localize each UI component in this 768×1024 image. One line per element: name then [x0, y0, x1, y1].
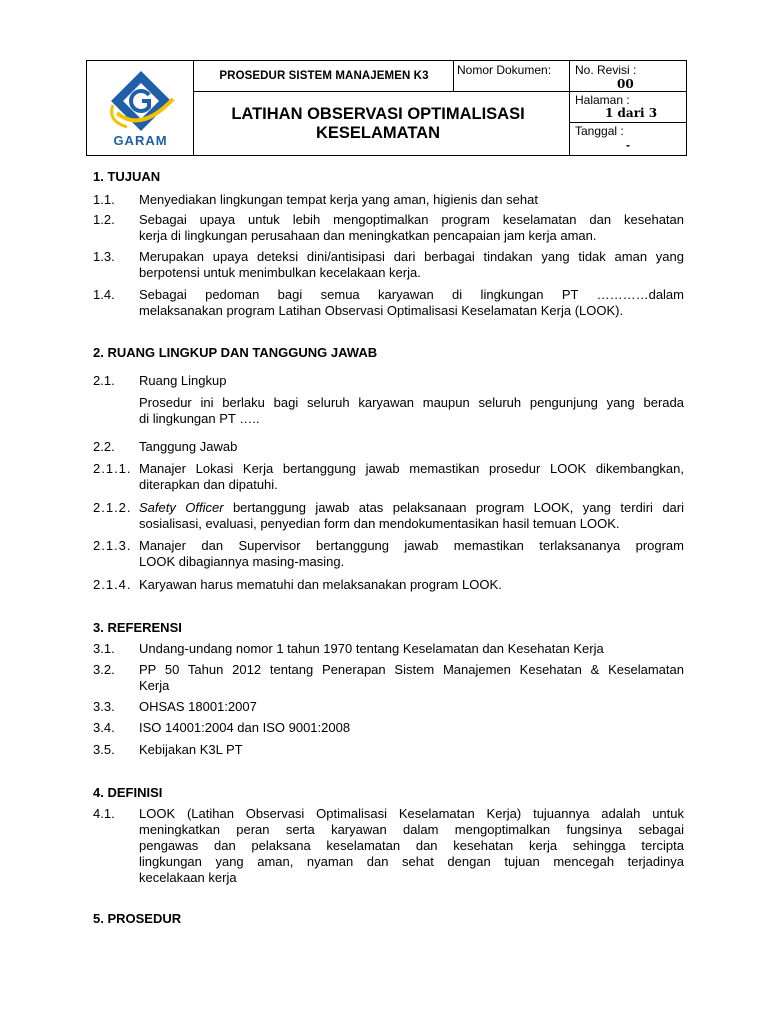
text-line: pengawas dan pelaksana keselamatan dan kesehatan kerja sehingga tercipta	[139, 838, 684, 853]
text-line: Prosedur ini berlaku bagi seluruh karyawan maupun seluruh pengunjung yang berada	[139, 395, 684, 410]
item-number: 2.2.	[93, 439, 115, 454]
section-heading: 5. PROSEDUR	[93, 911, 182, 926]
date-label: Tanggal :	[575, 124, 624, 138]
item-text	[139, 662, 684, 694]
text-line: Manajer Lokasi Kerja bertanggung jawab memastikan prosedur LOOK dikembangkan,	[139, 461, 684, 476]
item-number: 3.5.	[93, 742, 115, 757]
document-title	[195, 92, 561, 155]
item-text: Undang-undang nomor 1 tahun 1970 tentang Keselamatan dan Kesehatan Kerja	[139, 641, 604, 656]
item-text	[139, 395, 684, 427]
text-line: kerja di lingkungan perusahaan dan meningkatkan pencapaian jam kerja aman.	[139, 228, 597, 243]
item-number: 2.1.	[93, 373, 115, 388]
item-text: Kebijakan K3L PT	[139, 742, 243, 757]
date-value: -	[626, 138, 630, 152]
section-heading: 3. REFERENSI	[93, 620, 182, 635]
text-line: di lingkungan PT …..	[139, 411, 260, 426]
section-heading: 2. RUANG LINGKUP DAN TANGGUNG JAWAB	[93, 345, 378, 360]
item-number: 4.1.	[93, 806, 115, 821]
title-line: KESELAMATAN	[315, 123, 441, 142]
company-logo	[87, 61, 194, 155]
text-line: sosialisasi, evaluasi, penyedian form dan mendokumentasikan hasil temuan LOOK.	[139, 516, 620, 531]
title-line: LATIHAN OBSERVASI OPTIMALISASI	[231, 104, 525, 123]
item-number: 2.1.4.	[93, 577, 132, 592]
item-number: 2.1.3.	[93, 538, 132, 553]
text-line: lingkungan yang aman, nyaman dan sehat dengan tujuan mencegah terjadinya	[139, 854, 684, 869]
divider	[569, 61, 570, 155]
item-text	[139, 212, 684, 244]
item-text	[139, 538, 684, 570]
item-number: 1.1.	[93, 192, 115, 207]
text-line: LOOK (Latihan Observasi Optimalisasi Keselamatan Kerja) tujuannya adalah untuk	[139, 806, 684, 821]
item-number: 3.4.	[93, 720, 115, 735]
page-value: 1 dari 3	[605, 106, 658, 120]
item-text	[139, 287, 684, 319]
item-text	[139, 500, 684, 532]
item-number: 2.1.1.	[93, 461, 132, 476]
item-text	[139, 461, 684, 493]
item-text: Karyawan harus mematuhi dan melaksanakan program LOOK.	[139, 577, 502, 592]
text-line: melaksanakan program Latihan Observasi Optimalisasi Keselamatan Kerja (LOOK).	[139, 303, 624, 318]
text-line: kecelakaan kerja	[139, 870, 237, 885]
item-text: ISO 14001:2004 dan ISO 9001:2008	[139, 720, 351, 735]
text-line: Manajer dan Supervisor bertanggung jawab memastikan terlaksananya program	[139, 538, 684, 553]
text-line: Kerja	[139, 678, 170, 693]
text-line: PP 50 Tahun 2012 tentang Penerapan Sistem Manajemen Kesehatan & Keselamatan	[139, 662, 684, 677]
revision-label: No. Revisi :	[575, 63, 637, 77]
divider	[569, 122, 686, 123]
section-heading: 4. DEFINISI	[93, 785, 163, 800]
text-line: diterapkan dan dipatuhi.	[139, 477, 278, 492]
item-number: 2.1.2.	[93, 500, 132, 515]
text-line: LOOK dibagiannya masing-masing.	[139, 554, 345, 569]
document-header-table	[86, 60, 687, 156]
text-line: Merupakan upaya deteksi dini/antisipasi dari berbagai tindakan yang tidak aman yang	[139, 249, 684, 264]
section-heading: 1. TUJUAN	[93, 169, 161, 184]
item-number: 3.1.	[93, 641, 115, 656]
item-text: OHSAS 18001:2007	[139, 699, 257, 714]
text-line: meningkatkan peran serta karyawan dalam mengoptimalkan fungsinya sebagai	[139, 822, 684, 837]
item-number: 1.3.	[93, 249, 115, 264]
procedure-label: PROSEDUR SISTEM MANAJEMEN K3	[219, 70, 429, 82]
item-number: 1.2.	[93, 212, 115, 227]
revision-value: 00	[617, 77, 634, 91]
text-fragment: bertanggung jawab atas pelaksanaan program LOOK, yang terdiri dari	[223, 500, 684, 515]
item-number: 3.3.	[93, 699, 115, 714]
text-line: Sebagai upaya untuk lebih mengoptimalkan program keselamatan dan kesehatan	[139, 212, 684, 227]
item-text	[139, 806, 684, 886]
text-line: berpotensi untuk menimbulkan kecelakaan kerja.	[139, 265, 421, 280]
text-line	[139, 500, 684, 516]
divider	[453, 61, 454, 92]
item-number: 1.4.	[93, 287, 115, 302]
logo-text: GARAM	[113, 133, 168, 148]
item-text	[139, 249, 684, 281]
page-label: Halaman :	[575, 93, 630, 107]
item-text: Tanggung Jawab	[139, 439, 238, 454]
item-number: 3.2.	[93, 662, 115, 677]
text-line: Sebagai pedoman bagi semua karyawan di lingkungan PT …………dalam	[139, 287, 684, 302]
italic-term: Safety Officer	[139, 500, 224, 515]
item-text: Ruang Lingkup	[139, 373, 227, 388]
item-text: Menyediakan lingkungan tempat kerja yang aman, higienis dan sehat	[139, 192, 538, 207]
document-number-label: Nomor Dokumen:	[457, 63, 552, 77]
